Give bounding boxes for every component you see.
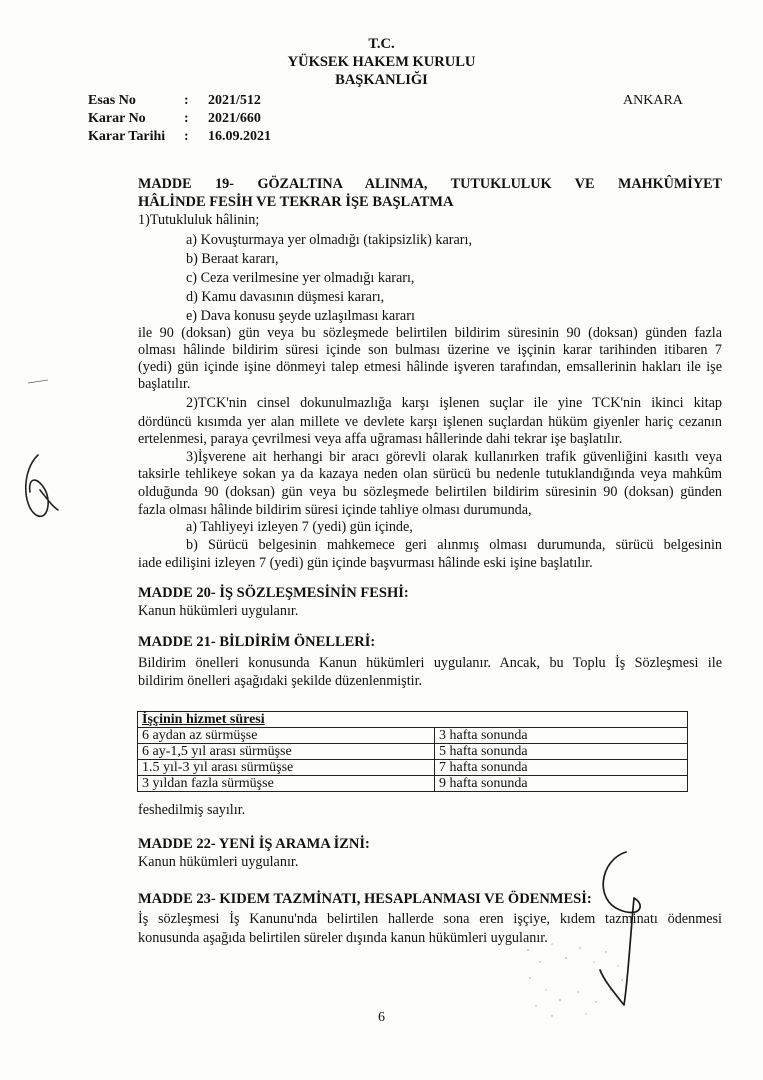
m21-body-line1: Bildirim önelleri konusunda Kanun hükümleri uygulanır. Ancak, bu Toplu İş Sözleşmesi ile: [138, 655, 722, 671]
m19-title-line1: MADDE 19- GÖZALTINA ALINMA, TUTUKLULUK VE MAHKÛMİYET: [138, 176, 722, 192]
m19-p1-item-d: d) Kamu davasının düşmesi kararı,: [186, 289, 385, 305]
stamp-dots: [527, 943, 623, 1016]
m19-title-line2: HÂLİNDE FESİH VE TEKRAR İŞE BAŞLATMA: [138, 194, 454, 210]
tarih-value: 16.09.2021: [208, 129, 271, 144]
table-cell-duration: 3 yıldan fazla sürmüşse: [138, 776, 435, 792]
header-office: BAŞKANLIĞI: [335, 72, 428, 88]
m19-p3-item-a: a) Tahliyeyi izleyen 7 (yedi) gün içinde,: [186, 519, 413, 535]
m23-body-line2: konusunda aşağıda belirtilen süreler dışında kanun hükümleri uygulanır.: [138, 930, 548, 946]
table-cell-notice: 7 hafta sonunda: [435, 760, 688, 776]
m22-title: MADDE 22- YENİ İŞ ARAMA İZNİ:: [138, 836, 370, 852]
m19-p1-item-e: e) Dava konusu şeyde uzlaşılması kararı: [186, 308, 415, 324]
m19-p1-line2: olması hâlinde bildirim süresi içinde son bulması üzerine ve işçinin karar tarihinden itibaren 7: [138, 342, 722, 358]
m19-p1-line1: ile 90 (doksan) gün veya bu sözleşmede belirtilen bildirim süresinin 90 (doksan) günden fazla: [138, 325, 722, 341]
table-cell-notice: 3 hafta sonunda: [435, 728, 688, 744]
m21-body-line2: bildirim önelleri aşağıdaki şekilde düzenlenmiştir.: [138, 673, 423, 689]
m19-p1-item-b: b) Beraat kararı,: [186, 251, 279, 267]
karar-value: 2021/660: [208, 111, 261, 126]
city-label: ANKARA: [623, 93, 683, 108]
header-tc: T.C.: [368, 36, 395, 52]
esas-label: Esas No: [88, 93, 136, 108]
m23-body-line1: İş sözleşmesi İş Kanunu'nda belirtilen hallerde sona eren işçiye, kıdem tazminatı ödenmesi: [138, 911, 722, 927]
m19-p1-intro: 1)Tutukluluk hâlinin;: [138, 212, 260, 228]
signature-mark: [600, 852, 640, 1005]
m20-body: Kanun hükümleri uygulanır.: [138, 603, 299, 619]
m19-p1-line4: başlatılır.: [138, 376, 191, 392]
m19-p3-item-b-line2: iade edilişini izleyen 7 (yedi) gün içinde başvurması hâlinde eski işine başlatılır.: [138, 555, 593, 571]
table-cell-duration: 6 aydan az sürmüşse: [138, 728, 435, 744]
karar-colon: :: [184, 111, 189, 126]
m19-p3-line3: olduğunda 90 (doksan) gün veya bu sözleşmede belirtilen bildirim süresinin 90 (doksan) günden: [138, 484, 722, 500]
m20-title: MADDE 20- İŞ SÖZLEŞMESİNİN FESHİ:: [138, 585, 409, 601]
m19-p1-item-a: a) Kovuşturmaya yer olmadığı (takipsizlik) kararı,: [186, 232, 473, 248]
table-header-cell: İşçinin hizmet süresi: [138, 712, 688, 728]
m21-after-table: feshedilmiş sayılır.: [138, 802, 246, 818]
esas-colon: :: [184, 93, 189, 108]
m19-p1-item-c: c) Ceza verilmesine yer olmadığı kararı,: [186, 270, 415, 286]
tarih-colon: :: [184, 129, 189, 144]
header-institution: YÜKSEK HAKEM KURULU: [287, 54, 476, 70]
m22-body: Kanun hükümleri uygulanır.: [138, 854, 299, 870]
m19-p3-item-b-line1: b) Sürücü belgesinin mahkemece geri alınmış olması durumunda, sürücü belgesinin: [186, 537, 722, 553]
karar-label: Karar No: [88, 111, 146, 126]
m19-p2-line3: ertelenmesi, paraya çevrilmesi veya affa uğraması hâllerinde dahi tekrar işe başlatılır.: [138, 431, 623, 447]
table-cell-duration: 6 ay-1,5 yıl arası sürmüşse: [138, 744, 435, 760]
m19-p2-line1: 2)TCK'nin cinsel dokunulmazlığa karşı işlenen suçlar ile yine TCK'nin ikinci kitap: [186, 395, 722, 411]
m23-title: MADDE 23- KIDEM TAZMİNATI, HESAPLANMASI VE ÖDENMESİ:: [138, 891, 592, 907]
m19-p3-line1: 3)İşverene ait herhangi bir aracı görevli olarak kullanırken trafik güvenliğini kasıtlı veya: [186, 449, 722, 465]
m19-p1-line3: (yedi) gün içinde işine dönmeyi talep etmesi hâlinde işveren tarafından, emsallerinin hakları ile işe: [138, 359, 722, 375]
esas-value: 2021/512: [208, 93, 261, 108]
margin-initial-mark: [26, 455, 58, 516]
table-cell-duration: 1.5 yıl-3 yıl arası sürmüşse: [138, 760, 435, 776]
m19-p3-line2: taksirle tehlikeye sokan ya da kazaya neden olan sürücü bu nedenle tutuklandığında veya mahkûm: [138, 466, 722, 482]
page-number: 6: [378, 1010, 385, 1025]
m19-p3-line4: fazla olması hâlinde bildirim süresi içinde tahliye olması durumunda,: [138, 502, 532, 518]
tarih-label: Karar Tarihi: [88, 129, 166, 144]
table-cell-notice: 9 hafta sonunda: [435, 776, 688, 792]
table-cell-notice: 5 hafta sonunda: [435, 744, 688, 760]
m21-title: MADDE 21- BİLDİRİM ÖNELLERİ:: [138, 634, 376, 650]
m19-p2-line2: dördüncü kısımda yer alan millete ve devlete karşı işlenen suçlardan hüküm giyenler hariç cezanın: [138, 414, 722, 430]
margin-tick-mark: [28, 380, 48, 383]
